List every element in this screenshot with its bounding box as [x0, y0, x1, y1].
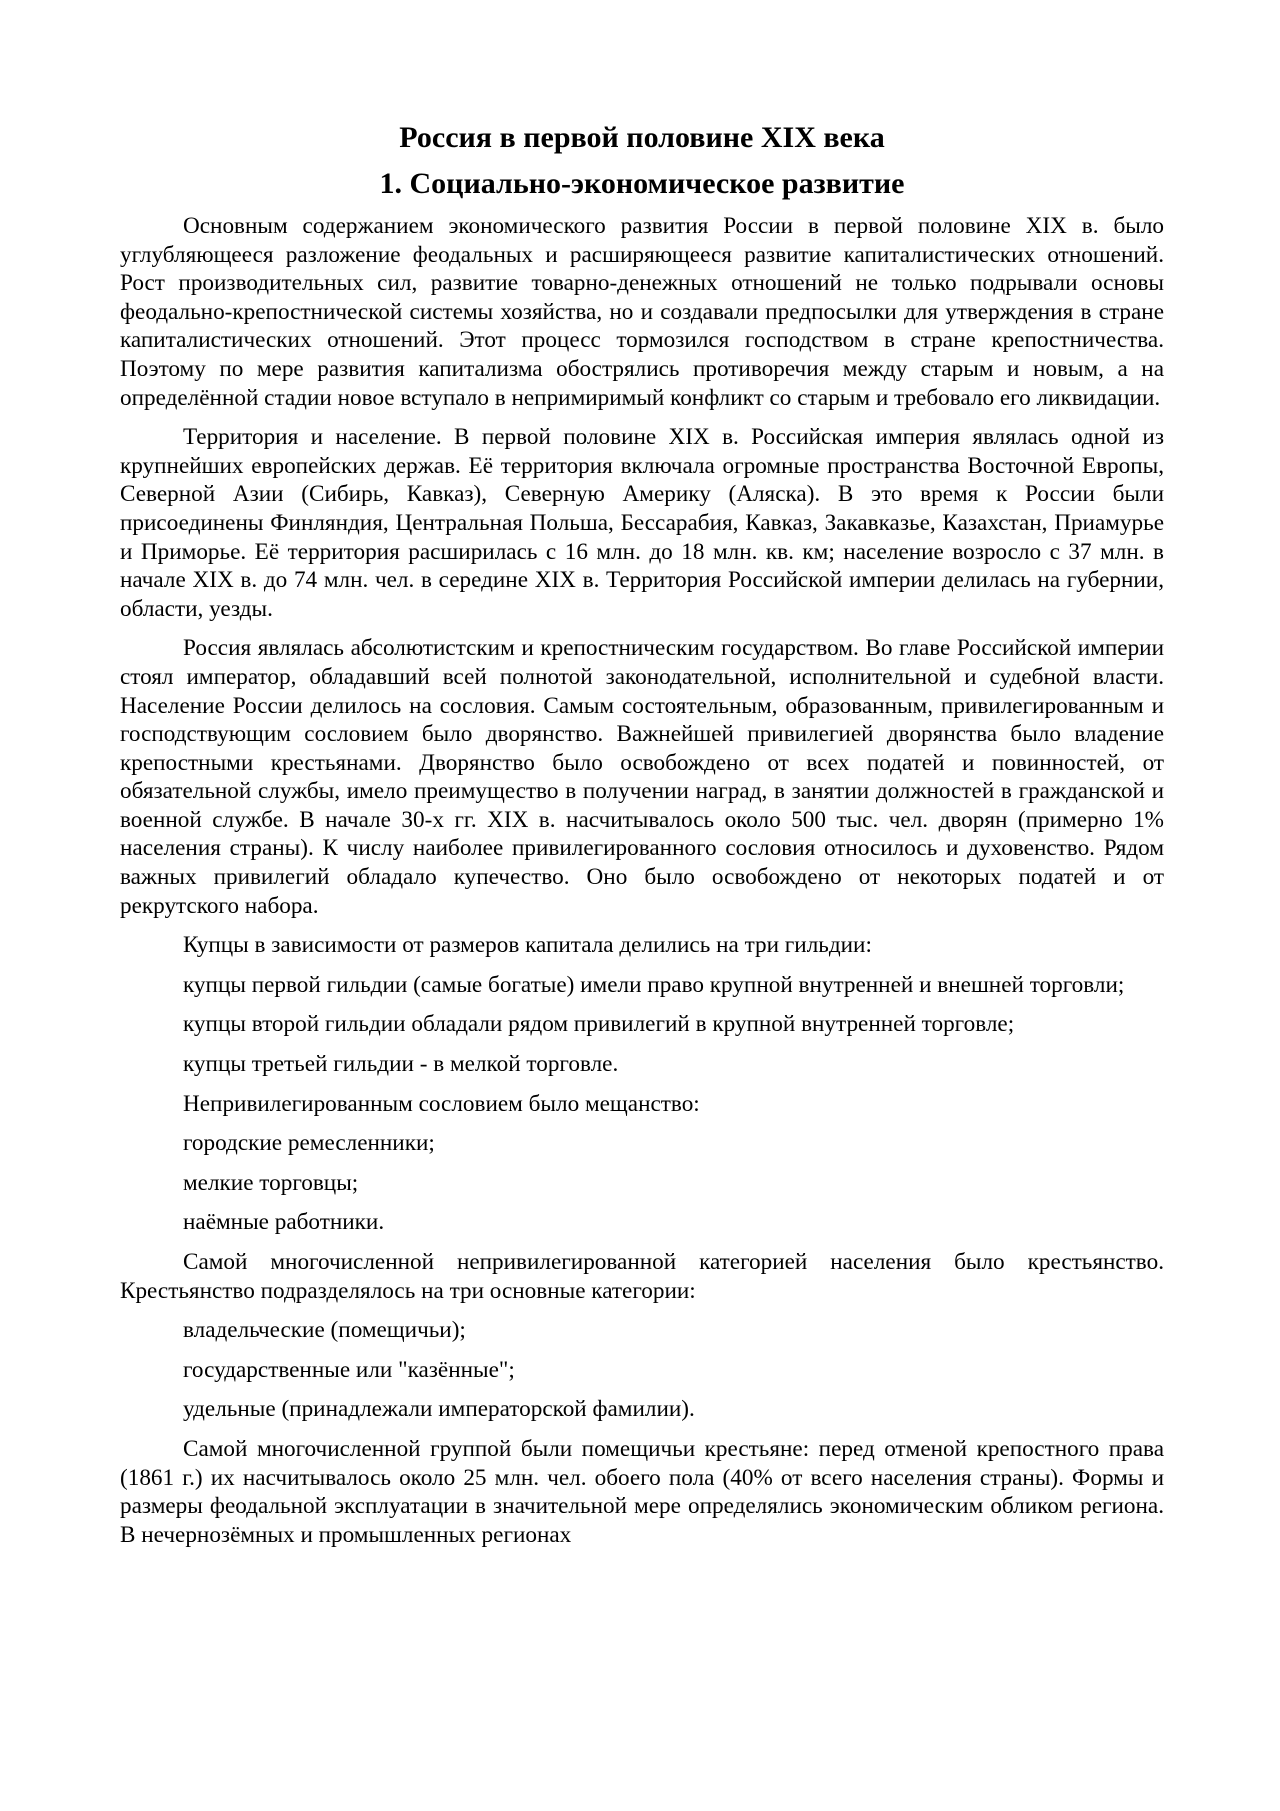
paragraph: Россия являлась абсолютистским и крепостническим государством. Во главе Российской империи стоял император, обладавший всей полнотой законодательной, исполнительной и судебной власти. Население России делилось на сословия. Самым состоятельным, образованным, привилегированным и господствующим сословием было дворянство. Важнейшей привилегией дворянства было владение крепостными крестьянами. Дворянство было освобождено от всех податей и повинностей, от обязательной службы, имело преимущество в получении наград, в занятии должностей в гражданской и военной службе. В начале 30-х гг. XIX в. насчитывалось около 500 тыс. чел. дворян (примерно 1% населения страны). К числу наиболее привилегированного сословия относилось и духовенство. Рядом важных привилегий обладало купечество. Оно было освобождено от некоторых податей и от рекрутского набора. [120, 635, 1164, 919]
document-title: Россия в первой половине XIX века [399, 121, 885, 154]
list-item: купцы третьей гильдии - в мелкой торговле. [183, 1051, 619, 1078]
list-item: мелкие торговцы; [183, 1169, 359, 1196]
paragraph: Непривилегированным сословием было мещанство: [183, 1090, 700, 1117]
list-item: городские ремесленники; [183, 1130, 435, 1157]
list-item: государственные или "казённые"; [183, 1356, 515, 1383]
paragraph: Основным содержанием экономического развития России в первой половине XIX в. было углубляющееся разложение феодальных и расширяющееся развитие капиталистических отношений. Рост производительных сил, развитие товарно-денежных отношений не только подрывали основы феодально-крепостнической системы хозяйства, но и создавали предпосылки для утверждения в стране капиталистических отношений. Этот процесс тормозился господством в стране крепостничества. Поэтому по мере развития капитализма обострялись противоречия между старым и новым, а на определённой стадии новое вступало в непримиримый конфликт со старым и требовало его ликвидации. [120, 213, 1164, 411]
paragraph: Самой многочисленной непривилегированной категорией населения было крестьянство. Крестьянство подразделялось на три основные категории: [120, 1249, 1164, 1304]
paragraph: Купцы в зависимости от размеров капитала делились на три гильдии: [183, 932, 872, 959]
document-body [120, 118, 1164, 1560]
list-item: владельческие (помещичьи); [183, 1317, 466, 1344]
list-item: купцы второй гильдии обладали рядом привилегий в крупной внутренней торговле; [183, 1011, 1015, 1038]
section-title: 1. Социально-экономическое развитие [379, 167, 905, 200]
list-item: удельные (принадлежали императорской фамилии). [183, 1396, 695, 1423]
list-item: купцы первой гильдии (самые богатые) имели право крупной внутренней и внешней торговли; [183, 971, 1125, 998]
paragraph: Самой многочисленной группой были помещичьи крестьяне: перед отменой крепостного права (1861 г.) их насчитывалось около 25 млн. чел. обоего пола (40% от всего населения страны). Формы и размеры феодальной эксплуатации в значительной мере определялись экономическим обликом региона. В нечернозёмных и промышленных регионах [120, 1435, 1164, 1548]
paragraph: Территория и население. В первой половине XIX в. Российская империя являлась одной из крупнейших европейских держав. Её территория включала огромные пространства Восточной Европы, Северной Азии (Сибирь, Кавказ), Северную Америку (Аляска). В это время к России были присоединены Финляндия, Центральная Польша, Бессарабия, Кавказ, Закавказье, Казахстан, Приамурье и Приморье. Её территория расширилась с 16 млн. до 18 млн. кв. км; население возросло с 37 млн. в начале XIX в. до 74 млн. чел. в середине XIX в. Территория Российской империи делилась на губернии, области, уезды. [120, 424, 1164, 622]
list-item: наёмные работники. [183, 1209, 385, 1236]
